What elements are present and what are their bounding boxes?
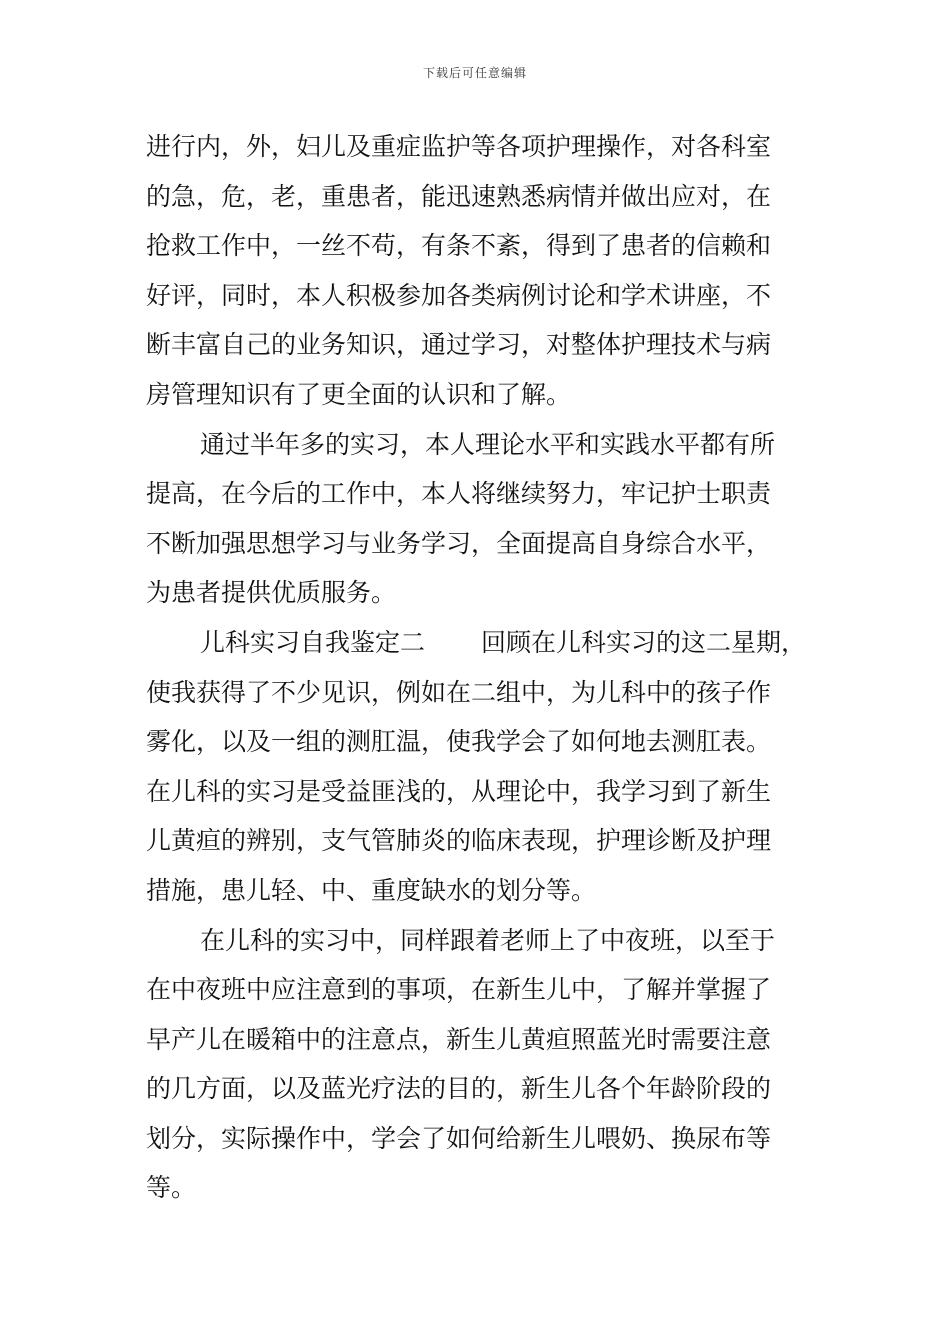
paragraph-1 [146,122,826,420]
text-line: 在儿科的实习是受益匪浅的，从理论中，我学习到了新生 [146,776,772,806]
paragraph-4 [146,916,826,1214]
text-line: 好评，同时，本人积极参加各类病例讨论和学术讲座，不 [146,280,772,310]
text-line: 在儿科的实习中，同样跟着老师上了中夜班，以至于 [200,925,776,955]
text-line [146,618,826,668]
text-line: 为患者提供优质服务。 [146,578,397,608]
document-body [146,122,826,1213]
text-line: 房管理知识有了更全面的认识和了解。 [146,379,572,409]
text-line: 断丰富自己的业务知识，通过学习，对整体护理技术与病 [146,330,772,360]
text-line: 划分，实际操作中，学会了如何给新生儿喂奶、换尿布等 [146,1123,772,1153]
text-line: 通过半年多的实习，本人理论水平和实践水平都有所 [200,429,776,459]
text-line: 抢救工作中，一丝不苟，有条不紊，得到了患者的信赖和 [146,231,772,261]
text-line: 不断加强思想学习与业务学习，全面提高自身综合水平， [146,528,772,558]
text-line: 提高，在今后的工作中，本人将继续努力，牢记护士职责 [146,479,772,509]
paragraph-2 [146,420,826,618]
text-line: 等。 [146,1173,197,1203]
text-line: 早产儿在暖箱中的注意点，新生儿黄疸照蓝光时需要注意 [146,1024,772,1054]
text-line: 的急，危，老，重患者，能迅速熟悉病情并做出应对，在 [146,181,772,211]
text-run: 回顾在儿科实习的这二星期， [481,627,807,657]
text-line: 雾化，以及一组的测肛温，使我学会了如何地去测肛表。 [146,727,772,757]
paragraph-3 [146,618,826,916]
page-header: 下载后可任意编辑 [422,66,527,80]
text-line: 儿黄疸的辨别，支气管肺炎的临床表现，护理诊断及护理 [146,826,772,856]
text-line: 进行内，外，妇儿及重症监护等各项护理操作，对各科室 [146,132,772,161]
text-line: 在中夜班中应注意到的事项，在新生儿中，了解并掌握了 [146,975,772,1005]
text-line: 使我获得了不少见识，例如在二组中，为儿科中的孩子作 [146,677,772,707]
text-line: 措施，患儿轻、中、重度缺水的划分等。 [146,875,597,905]
section-heading: 儿科实习自我鉴定二 [200,627,426,657]
text-line: 的几方面，以及蓝光疗法的目的，新生儿各个年龄阶段的 [146,1074,772,1104]
